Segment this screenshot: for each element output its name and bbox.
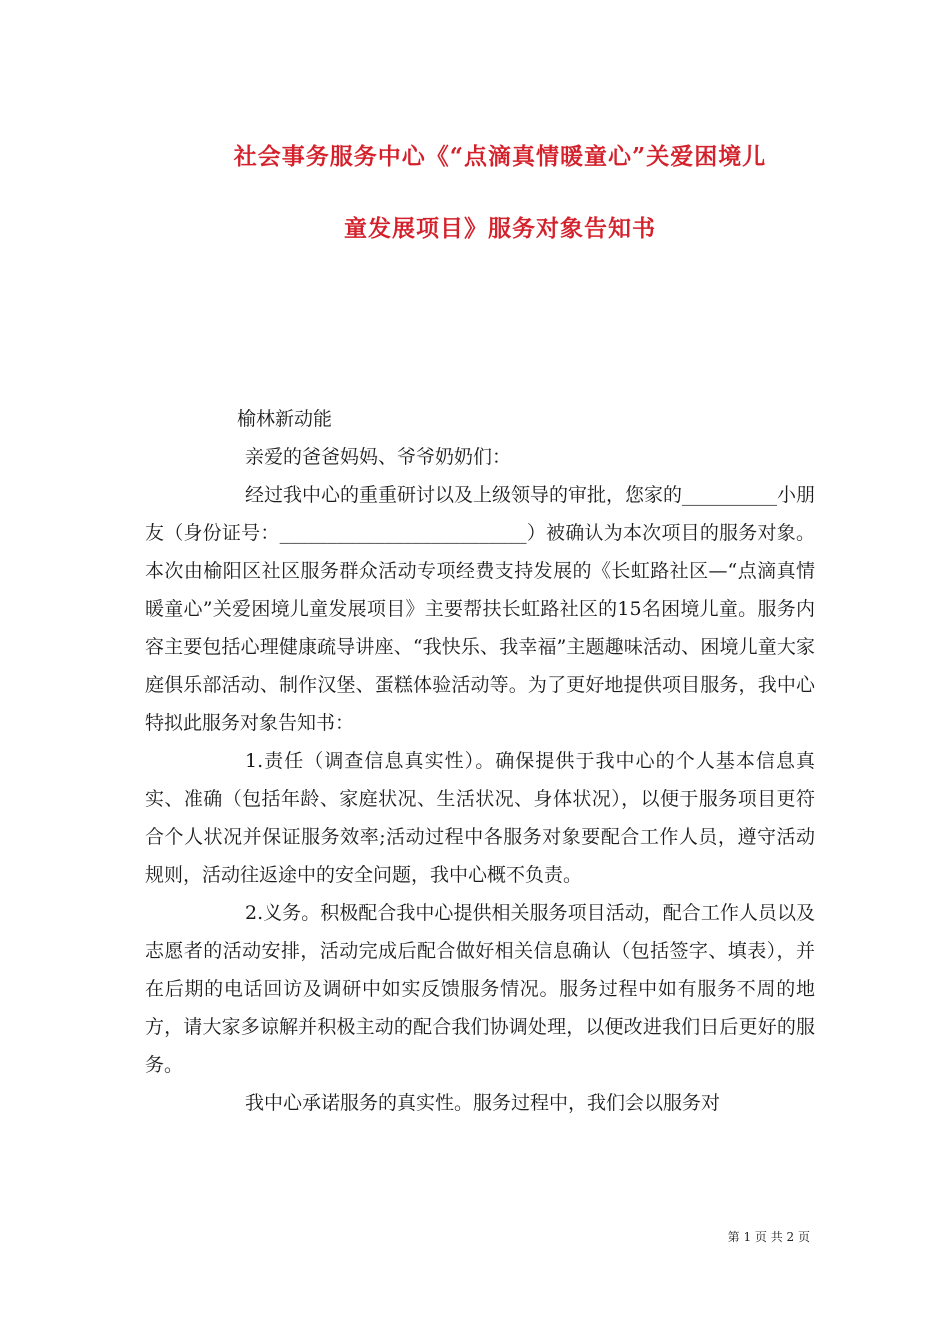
document-title-line-2: 童发展项目》服务对象告知书 — [344, 215, 656, 242]
page-number: 第 1 页 共 2 页 — [727, 1230, 810, 1244]
paragraph-obligation: 2.义务。积极配合我中心提供相关服务项目活动，配合工作人员以及志愿者的活动安排，活动完成后配合做好相关信息确认（包括签字、填表），并在后期的电话回访及调研中如实反馈服务情况。服务过程中如有服务不周的地方，请大家多谅解并积极主动的配合我们协调处理，以便改进我们日后更好的服务。 — [145, 902, 815, 1076]
document-body — [145, 400, 815, 1122]
organization-name: 榆林新动能 — [237, 408, 333, 430]
greeting: 亲爱的爸爸妈妈、爷爷奶奶们： — [245, 446, 512, 468]
paragraph-responsibility: 1.责任（调查信息真实性）。确保提供于我中心的个人基本信息真实、准确（包括年龄、家庭状况、生活状况、身体状况），以便于服务项目更符合个人状况并保证服务效率;活动过程中各服务对象要配合工作人员，遵守活动规则，活动往返途中的安全问题，我中心概不负责。 — [145, 750, 815, 886]
document-title-line-1: 社会事务服务中心《“点滴真情暖童心”关爱困境儿 — [233, 143, 767, 170]
paragraph-intro: 经过我中心的重重研讨以及上级领导的审批，您家的__________小朋友（身份证号：__________________________）被确认为本次项目的服务对象。本次由榆阳区社区服务群众活动专项经费支持发展的《长虹路社区—“点滴真情暖童心”关爱困境儿童发展项目》主要帮扶长虹路社区的15名困境儿童。服务内容主要包括心理健康疏导讲座、“我快乐、我幸福”主题趣味活动、困境儿童大家庭俱乐部活动、制作汉堡、蛋糕体验活动等。为了更好地提供项目服务，我中心特拟此服务对象告知书： — [145, 484, 816, 734]
paragraph-commitment: 我中心承诺服务的真实性。服务过程中，我们会以服务对 — [245, 1092, 721, 1114]
